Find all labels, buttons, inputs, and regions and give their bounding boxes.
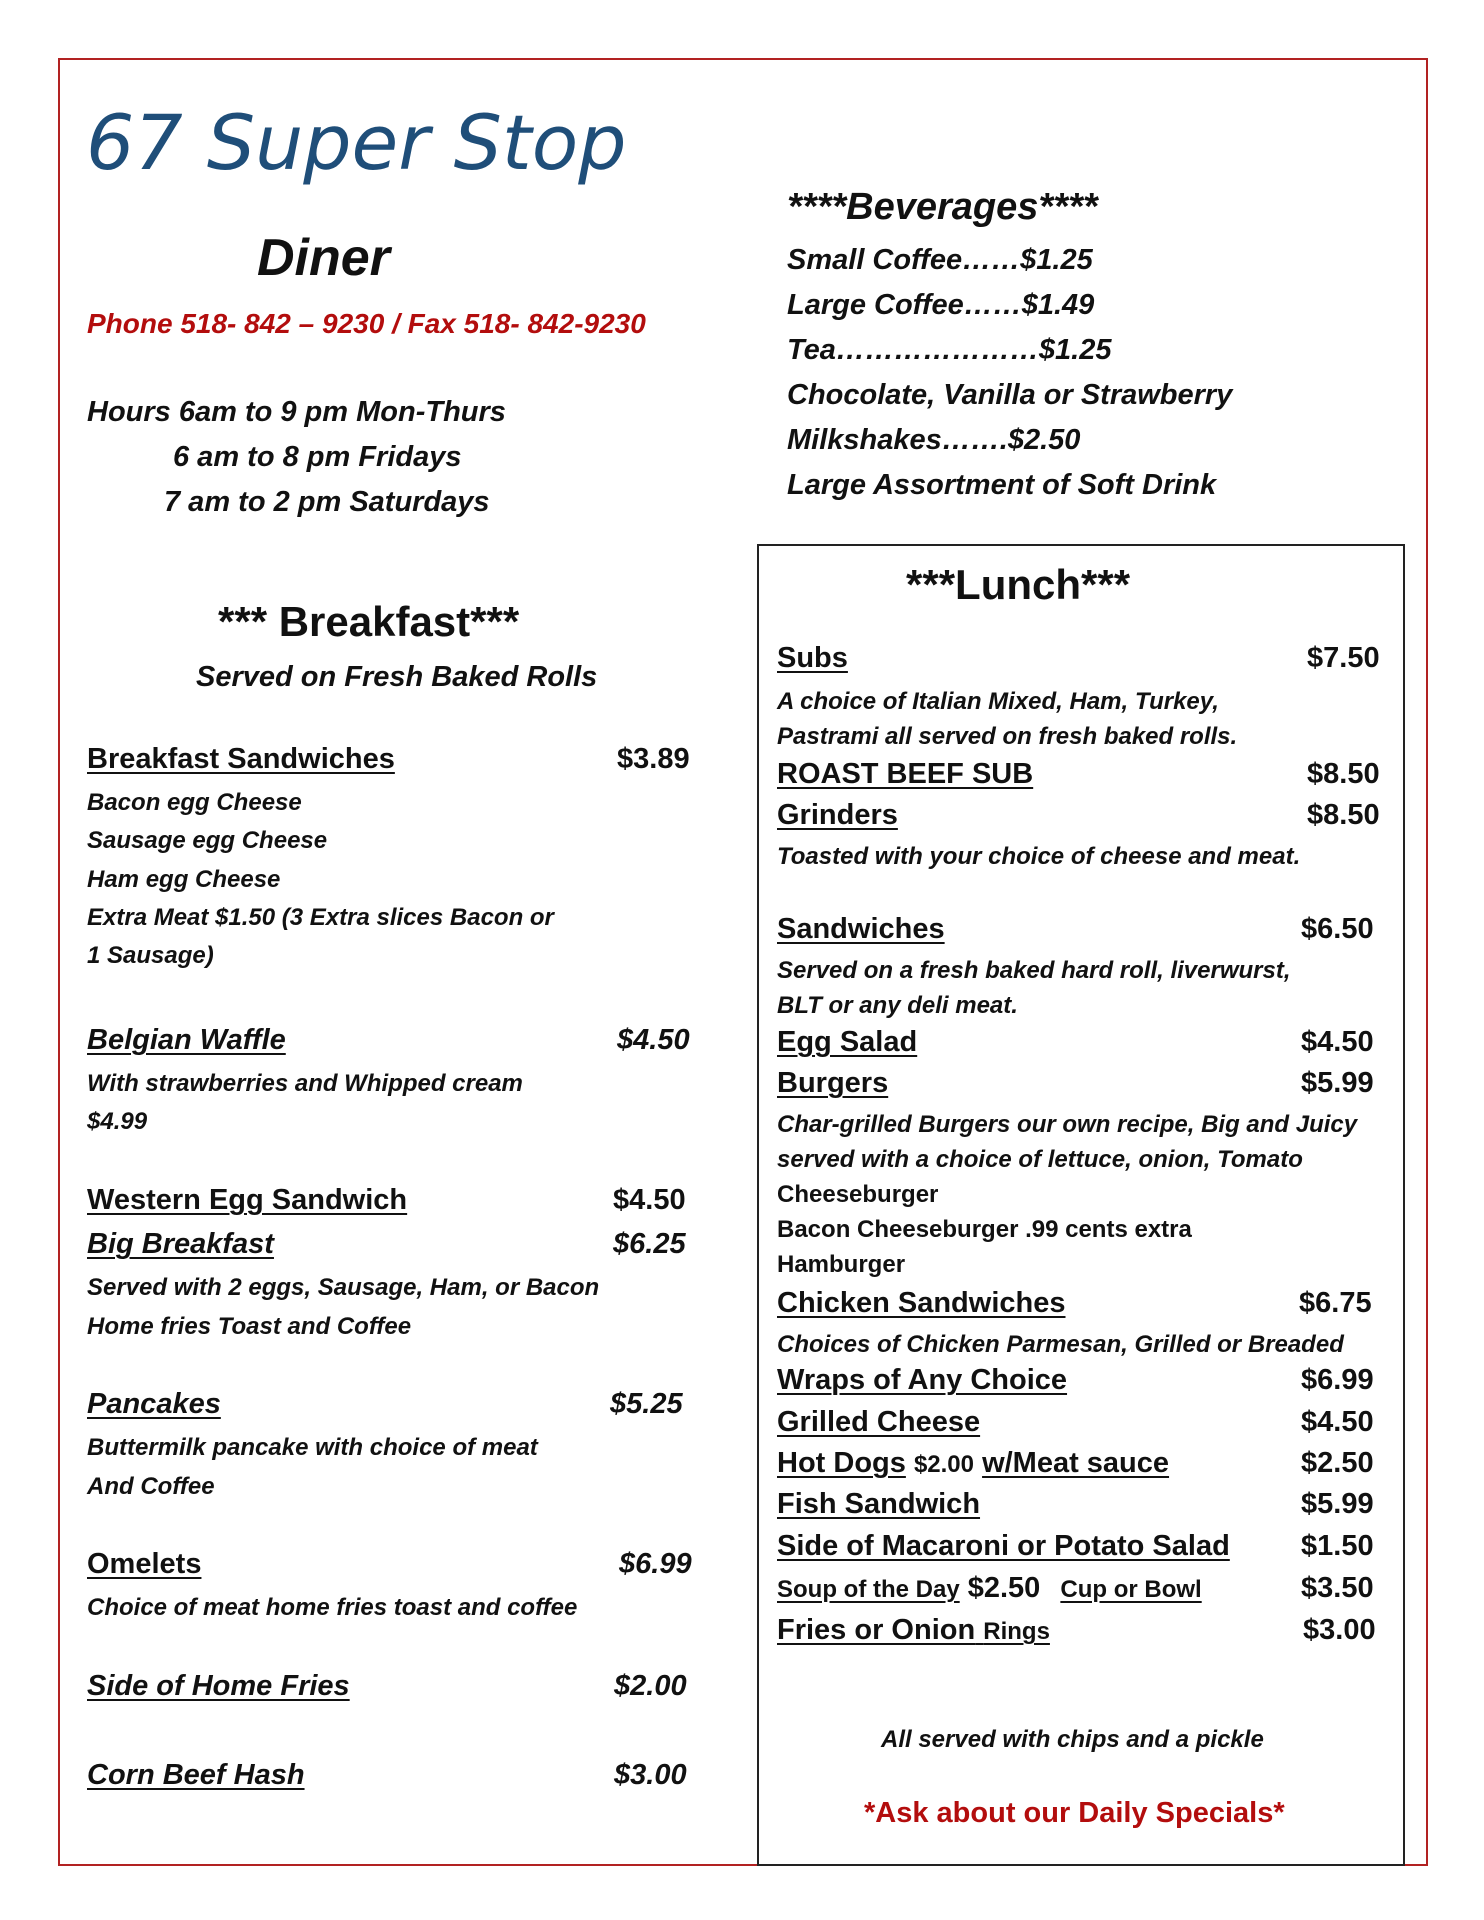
wraps-price: $6.99 bbox=[1301, 1364, 1374, 1396]
burger-option: Hamburger bbox=[777, 1251, 906, 1278]
roast-beef-name: ROAST BEEF SUB bbox=[777, 758, 1034, 790]
western-egg-name: Western Egg Sandwich bbox=[87, 1184, 408, 1216]
item-desc: Toasted with your choice of cheese and meat. bbox=[777, 843, 1301, 870]
item-desc: served with a choice of lettuce, onion, Tomato bbox=[777, 1146, 1303, 1173]
daily-specials: *Ask about our Daily Specials* bbox=[864, 1797, 1285, 1829]
grinders-price: $8.50 bbox=[1307, 799, 1380, 831]
chicken-sandwiches-price: $6.75 bbox=[1299, 1287, 1372, 1319]
home-fries-price: $2.00 bbox=[614, 1670, 687, 1702]
beverage-line: Small Coffee……$1.25 bbox=[787, 244, 1093, 276]
restaurant-title: 67 Super Stop bbox=[86, 98, 627, 187]
corn-beef-hash-price: $3.00 bbox=[614, 1759, 687, 1791]
item-desc: Ham egg Cheese bbox=[87, 866, 281, 893]
lunch-heading: ***Lunch*** bbox=[906, 561, 1131, 608]
item-desc: Served with 2 eggs, Sausage, Ham, or Bacon bbox=[87, 1274, 600, 1301]
soup-cup-price: $2.50 bbox=[967, 1572, 1041, 1604]
fries-rings: Rings bbox=[983, 1618, 1050, 1645]
subs-price: $7.50 bbox=[1307, 642, 1380, 674]
soup-name: Soup of the Day bbox=[777, 1576, 960, 1603]
item-desc: 1 Sausage) bbox=[87, 942, 214, 969]
burger-option: Cheeseburger bbox=[777, 1181, 939, 1208]
item-desc: $4.99 bbox=[87, 1108, 148, 1135]
item-desc: Pastrami all served on fresh baked rolls. bbox=[777, 723, 1238, 750]
hot-dogs-name: Hot Dogs bbox=[777, 1447, 906, 1479]
big-breakfast-price: $6.25 bbox=[613, 1228, 686, 1260]
beverage-line: Large Coffee……$1.49 bbox=[787, 289, 1095, 321]
breakfast-sandwiches-name: Breakfast Sandwiches bbox=[87, 743, 395, 775]
grinders-name: Grinders bbox=[777, 799, 898, 831]
pancakes-name: Pancakes bbox=[87, 1388, 221, 1420]
pancakes-price: $5.25 bbox=[610, 1388, 683, 1420]
beverages-heading: ****Beverages**** bbox=[787, 186, 1098, 228]
breakfast-sandwiches-price: $3.89 bbox=[617, 743, 690, 775]
western-egg-price: $4.50 bbox=[613, 1184, 686, 1216]
item-desc: Choice of meat home fries toast and coffee bbox=[87, 1594, 578, 1621]
breakfast-subheading: Served on Fresh Baked Rolls bbox=[196, 661, 598, 693]
beverage-line: Large Assortment of Soft Drink bbox=[787, 469, 1217, 501]
sandwiches-name: Sandwiches bbox=[777, 913, 945, 945]
hours-line-3: 7 am to 2 pm Saturdays bbox=[164, 486, 490, 518]
item-desc: Extra Meat $1.50 (3 Extra slices Bacon or bbox=[87, 904, 554, 931]
subs-name: Subs bbox=[777, 642, 848, 674]
wraps-name: Wraps of Any Choice bbox=[777, 1364, 1068, 1396]
roast-beef-price: $8.50 bbox=[1307, 758, 1380, 790]
item-desc: Served on a fresh baked hard roll, liverwurst, bbox=[777, 957, 1291, 984]
egg-salad-name: Egg Salad bbox=[777, 1026, 918, 1058]
contact-line: Phone 518- 842 – 9230 / Fax 518- 842-9230 bbox=[87, 308, 646, 339]
side-salad-name: Side of Macaroni or Potato Salad bbox=[777, 1530, 1230, 1562]
breakfast-heading: *** Breakfast*** bbox=[218, 598, 520, 645]
omelets-name: Omelets bbox=[87, 1548, 202, 1580]
egg-salad-price: $4.50 bbox=[1301, 1026, 1374, 1058]
hot-dogs-row bbox=[777, 1447, 1169, 1480]
item-desc: And Coffee bbox=[87, 1473, 215, 1500]
side-salad-price: $1.50 bbox=[1301, 1530, 1374, 1562]
omelets-price: $6.99 bbox=[619, 1548, 692, 1580]
beverage-line: Chocolate, Vanilla or Strawberry bbox=[787, 379, 1233, 411]
item-desc: BLT or any deli meat. bbox=[777, 992, 1018, 1019]
home-fries-name: Side of Home Fries bbox=[87, 1670, 350, 1702]
fish-sandwich-price: $5.99 bbox=[1301, 1488, 1374, 1520]
soup-price: $3.50 bbox=[1301, 1572, 1374, 1604]
sandwiches-price: $6.50 bbox=[1301, 913, 1374, 945]
item-desc: With strawberries and Whipped cream bbox=[87, 1070, 523, 1097]
hours-line-2: 6 am to 8 pm Fridays bbox=[173, 441, 462, 473]
hot-dogs-meat-sauce: w/Meat sauce bbox=[982, 1447, 1170, 1479]
item-desc: Char-grilled Burgers our own recipe, Big and Juicy bbox=[777, 1111, 1358, 1138]
hot-dogs-plain-price: $2.00 bbox=[913, 1451, 974, 1478]
item-desc: Home fries Toast and Coffee bbox=[87, 1313, 412, 1340]
soup-row bbox=[777, 1572, 1202, 1605]
belgian-waffle-name: Belgian Waffle bbox=[87, 1024, 286, 1056]
fish-sandwich-name: Fish Sandwich bbox=[777, 1488, 981, 1520]
item-desc: Buttermilk pancake with choice of meat bbox=[87, 1434, 538, 1461]
burgers-name: Burgers bbox=[777, 1067, 889, 1099]
item-desc: Sausage egg Cheese bbox=[87, 827, 328, 854]
restaurant-subtitle: Diner bbox=[257, 229, 390, 287]
hot-dogs-price: $2.50 bbox=[1301, 1447, 1374, 1479]
item-desc: Bacon egg Cheese bbox=[87, 789, 302, 816]
fries-price: $3.00 bbox=[1303, 1614, 1376, 1646]
corn-beef-hash-name: Corn Beef Hash bbox=[87, 1759, 305, 1791]
fries-name: Fries or Onion bbox=[777, 1614, 976, 1646]
big-breakfast-name: Big Breakfast bbox=[87, 1228, 274, 1260]
burgers-price: $5.99 bbox=[1301, 1067, 1374, 1099]
lunch-footer: All served with chips and a pickle bbox=[881, 1726, 1264, 1753]
burger-option: Bacon Cheeseburger .99 cents extra bbox=[777, 1216, 1192, 1243]
belgian-waffle-price: $4.50 bbox=[617, 1024, 690, 1056]
hours-line-1: Hours 6am to 9 pm Mon-Thurs bbox=[87, 396, 506, 428]
beverage-line: Milkshakes…….$2.50 bbox=[787, 424, 1081, 456]
item-desc: Choices of Chicken Parmesan, Grilled or Breaded bbox=[777, 1331, 1344, 1358]
beverage-line: Tea…………………$1.25 bbox=[787, 334, 1112, 366]
chicken-sandwiches-name: Chicken Sandwiches bbox=[777, 1287, 1066, 1319]
grilled-cheese-price: $4.50 bbox=[1301, 1406, 1374, 1438]
grilled-cheese-name: Grilled Cheese bbox=[777, 1406, 981, 1438]
fries-row bbox=[777, 1614, 1050, 1647]
soup-cup-or-bowl: Cup or Bowl bbox=[1060, 1576, 1202, 1603]
item-desc: A choice of Italian Mixed, Ham, Turkey, bbox=[777, 688, 1219, 715]
